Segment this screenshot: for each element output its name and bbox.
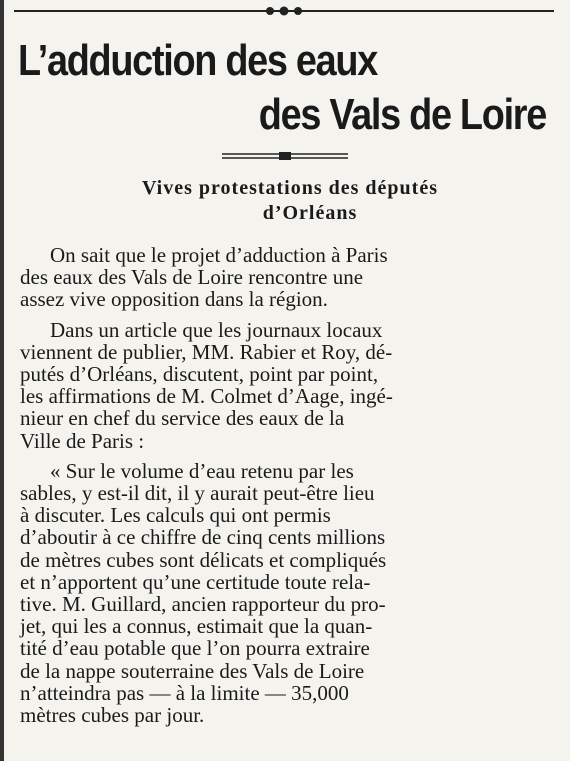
text-line: n’atteindra pas — à la limite — 35,000: [20, 680, 349, 705]
headline-line-2: des Vals de Loire: [258, 90, 546, 139]
text-line: assez vive opposition dans la région.: [20, 287, 328, 312]
paragraph: [20, 460, 550, 726]
text-line: putés d’Orléans, discutent, point par point,: [20, 362, 379, 387]
text-line: « Sur le volume d’eau retenu par les: [50, 458, 354, 483]
text-line: les affirmations de M. Colmet d’Aage, ingé-: [20, 384, 393, 409]
subheading-line-2: d’Orléans: [262, 202, 358, 224]
text-line: sables, y est-il dit, il y aurait peut-être lieu: [20, 481, 375, 506]
paragraph: [20, 244, 550, 311]
article-body: [20, 244, 550, 734]
text-line: à discuter. Les calculs qui ont permis: [20, 503, 331, 528]
text-line: Dans un article que les journaux locaux: [50, 317, 383, 342]
text-line: de la nappe souterraine des Vals de Loire: [20, 658, 365, 683]
text-line: des eaux des Vals de Loire rencontre une: [20, 265, 364, 290]
headline-line-1: L’adduction des eaux: [18, 36, 377, 85]
subheading-line-1: Vives protestations des députés: [141, 177, 438, 199]
column-rule: [0, 0, 4, 761]
text-line: d’aboutir à ce chiffre de cinq cents millions: [20, 525, 386, 550]
text-line: et n’apportent qu’une certitude toute rela-: [20, 569, 371, 594]
text-line: viennent de publier, MM. Rabier et Roy, dé-: [20, 339, 393, 364]
text-line: mètres cubes par jour.: [20, 703, 205, 728]
text-line: tive. M. Guillard, ancien rapporteur du pro-: [20, 592, 386, 617]
top-rule-ornament: [14, 6, 554, 16]
separator-ornament: [222, 150, 348, 162]
text-line: On sait que le projet d’adduction à Paris: [50, 243, 388, 267]
text-line: nieur en chef du service des eaux de la: [20, 406, 345, 431]
paragraph: [20, 319, 550, 452]
text-line: tité d’eau potable que l’on pourra extraire: [20, 636, 370, 661]
text-line: jet, qui les a connus, estimait que la quan-: [20, 614, 373, 639]
text-line: de mètres cubes sont délicats et compliqués: [20, 547, 387, 572]
text-line: Ville de Paris :: [20, 428, 145, 453]
